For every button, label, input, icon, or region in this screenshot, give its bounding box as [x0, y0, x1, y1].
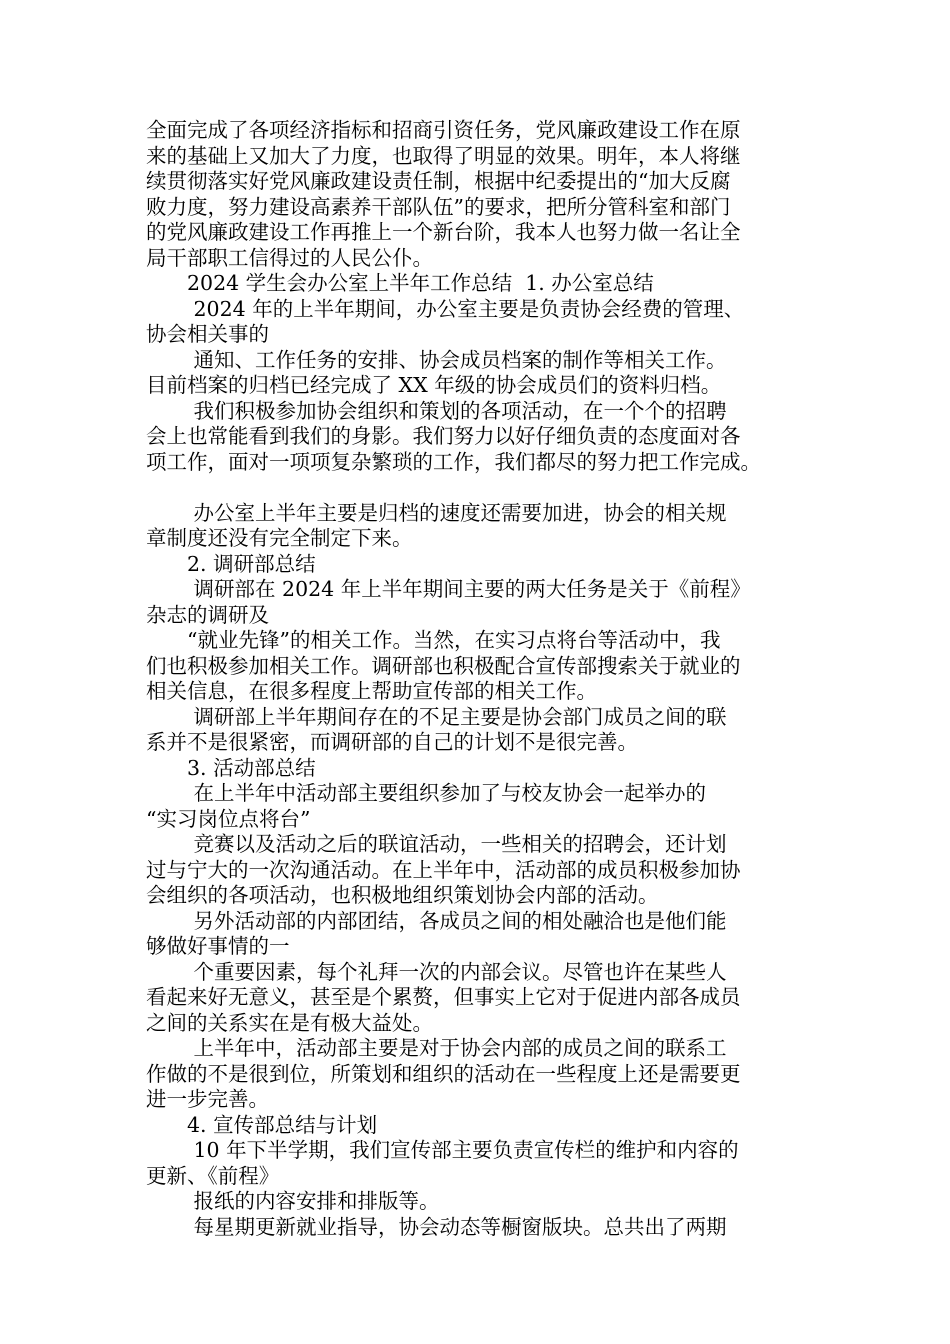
text-line: 目前档案的归档已经完成了 XX 年级的协会成员们的资料归档。 — [146, 373, 722, 397]
text-line: 章制度还没有完全制定下来。 — [146, 526, 413, 550]
text-line: 会组织的各项活动，也积极地组织策划协会内部的活动。 — [146, 883, 659, 907]
text-line: 调研部上半年期间存在的不足主要是协会部门成员之间的联 — [146, 704, 727, 729]
text-line: 相关信息，在很多程度上帮助宣传部的相关工作。 — [146, 679, 597, 703]
text-line: 之间的关系实在是有极大益处。 — [146, 1010, 433, 1035]
text-line: 报纸的内容安排和排版等。 — [146, 1189, 440, 1213]
text-line: 更新、《前程》 — [146, 1163, 280, 1188]
text-line: 2024 年的上半年期间，办公室主要是负责协会经费的管理、 — [146, 296, 745, 321]
text-line: 我们积极参加协会组织和策划的各项活动，在一个个的招聘 — [146, 398, 727, 423]
text-line: 们也积极参加相关工作。调研部也积极配合宣传部搜索关于就业的 — [146, 653, 741, 678]
blank-line — [146, 475, 826, 501]
section-heading: 2024 学生会办公室上半年工作总结 1. 办公室总结 — [146, 271, 654, 295]
text-line: 上半年中，活动部主要是对于协会内部的成员之间的联系工 — [146, 1036, 727, 1060]
document-body — [146, 118, 826, 1240]
section-heading: 2. 调研部总结 — [146, 551, 316, 576]
text-line: 会上也常能看到我们的身影。我们努力以好仔细负责的态度面对各 — [146, 424, 741, 448]
text-line: 过与宁大的一次沟通活动。在上半年中，活动部的成员积极参加协 — [146, 857, 741, 882]
text-line: 竞赛以及活动之后的联谊活动，一些相关的招聘会，还计划 — [146, 832, 727, 856]
text-line: “实习岗位点将台” — [146, 806, 311, 831]
text-line: 在上半年中活动部主要组织参加了与校友协会一起举办的 — [146, 781, 707, 805]
text-line: 局干部职工信得过的人民公仆。 — [146, 245, 433, 270]
text-line: 系并不是很紧密，而调研部的自己的计划不是很完善。 — [146, 730, 638, 754]
text-line: 杂志的调研及 — [146, 602, 269, 627]
text-line: 作做的不是很到位，所策划和组织的活动在一些程度上还是需要更 — [146, 1061, 741, 1086]
text-line: 10 年下半学期，我们宣传部主要负责宣传栏的维护和内容的 — [146, 1138, 739, 1162]
text-line: 协会相关事的 — [146, 322, 269, 346]
section-heading: 3. 活动部总结 — [146, 755, 316, 780]
text-line: 每星期更新就业指导，协会动态等橱窗版块。总共出了两期 — [146, 1214, 727, 1239]
text-line: 调研部在 2024 年上半年期间主要的两大任务是关于《前程》 — [146, 577, 751, 601]
text-line: 进一步完善。 — [146, 1087, 269, 1111]
text-line: 通知、工作任务的安排、协会成员档案的制作等相关工作。 — [146, 347, 727, 372]
text-line: 另外活动部的内部团结，各成员之间的相处融洽也是他们能 — [146, 908, 727, 933]
section-heading: 4. 宣传部总结与计划 — [146, 1112, 378, 1137]
text-line: “就业先锋”的相关工作。当然，在实习点将台等活动中，我 — [146, 628, 721, 652]
text-line: 看起来好无意义，甚至是个累赘，但事实上它对于促进内部各成员 — [146, 985, 741, 1009]
text-line: 续贯彻落实好党风廉政建设责任制，根据中纪委提出的“加大反腐 — [146, 169, 731, 193]
text-line: 个重要因素，每个礼拜一次的内部会议。尽管也许在某些人 — [146, 959, 727, 984]
text-line: 办公室上半年主要是归档的速度还需要加进，协会的相关规 — [146, 500, 727, 525]
text-line: 项工作，面对一项项复杂繁琐的工作，我们都尽的努力把工作完成。 — [146, 449, 761, 474]
text-line: 够做好事情的一 — [146, 934, 290, 958]
text-line: 全面完成了各项经济指标和招商引资任务，党风廉政建设工作在原 — [146, 118, 741, 142]
text-line: 败力度，努力建设高素养干部队伍”的要求，把所分管科室和部门 — [146, 194, 731, 219]
text-line: 的党风廉政建设工作再推上一个新台阶，我本人也努力做一名让全 — [146, 220, 741, 244]
text-line: 来的基础上又加大了力度，也取得了明显的效果。明年，本人将继 — [146, 143, 741, 168]
